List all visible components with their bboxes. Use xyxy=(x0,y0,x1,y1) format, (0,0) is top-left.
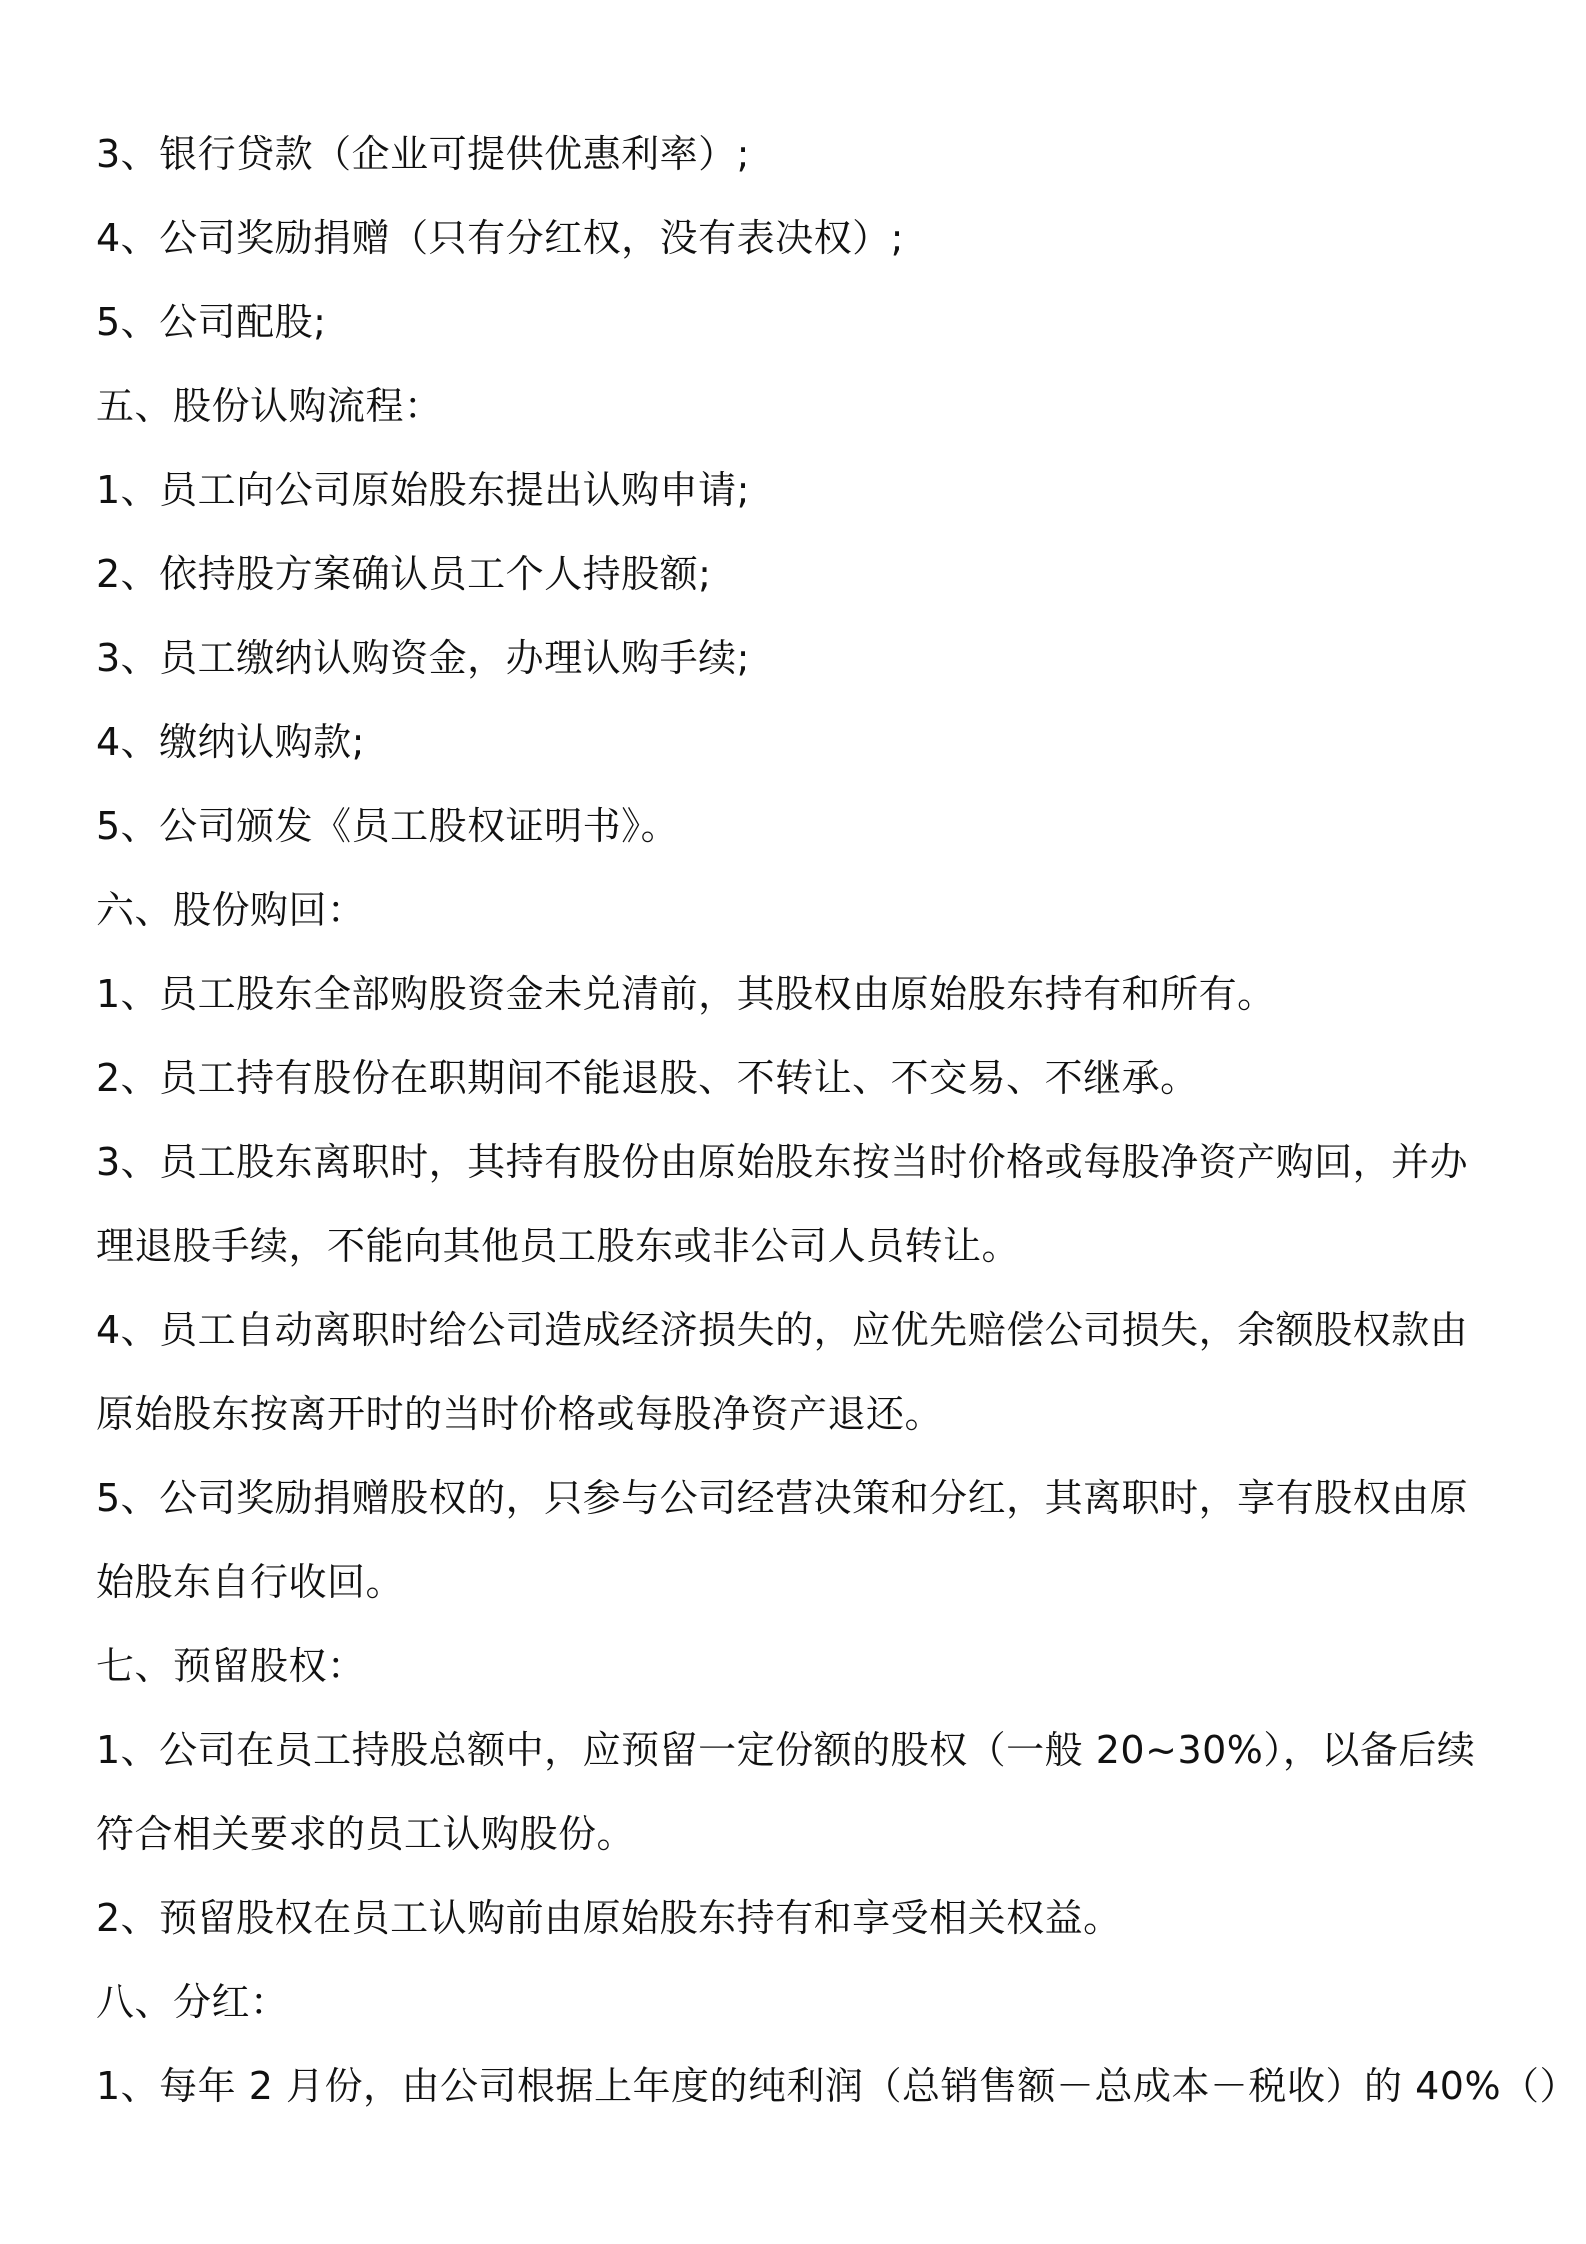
section-5-heading: 五、股份认购流程： xyxy=(96,384,443,428)
section-5-item-5: 5、公司颁发《员工股权证明书》。 xyxy=(96,804,680,848)
financing-item-4: 4、公司奖励捐赠（只有分红权，没有表决权）; xyxy=(96,216,904,260)
section-8-item-1: 1、每年 2 月份，由公司根据上年度的纯利润（总销售额－总成本－税收）的 40%（） xyxy=(96,2064,1579,2108)
section-6-item-5: 5、公司奖励捐赠股权的，只参与公司经营决策和分红，其离职时，享有股权由原始股东自行收回。 xyxy=(96,1476,1469,1604)
financing-item-5: 5、公司配股; xyxy=(96,300,327,344)
section-5-item-2: 2、依持股方案确认员工个人持股额; xyxy=(96,552,712,596)
section-7-item-2: 2、预留股权在员工认购前由原始股东持有和享受相关权益。 xyxy=(96,1896,1122,1940)
section-6-item-3: 3、员工股东离职时，其持有股份由原始股东按当时价格或每股净资产购回，并办理退股手续，不能向其他员工股东或非公司人员转让。 xyxy=(96,1140,1469,1268)
section-6-item-1: 1、员工股东全部购股资金未兑清前，其股权由原始股东持有和所有。 xyxy=(96,972,1276,1016)
section-7-heading: 七、预留股权： xyxy=(96,1644,366,1688)
section-8-heading: 八、分红： xyxy=(96,1980,289,2024)
section-6-heading: 六、股份购回： xyxy=(96,888,366,932)
section-6-item-4: 4、员工自动离职时给公司造成经济损失的，应优先赔偿公司损失，余额股权款由原始股东按离开时的当时价格或每股净资产退还。 xyxy=(96,1308,1469,1436)
section-7-item-1: 1、公司在员工持股总额中，应预留一定份额的股权（一般 20~30%），以备后续符合相关要求的员工认购股份。 xyxy=(96,1728,1476,1856)
document-body xyxy=(96,112,1579,2128)
financing-item-3: 3、银行贷款（企业可提供优惠利率）; xyxy=(96,132,750,176)
section-6-item-2: 2、员工持有股份在职期间不能退股、不转让、不交易、不继承。 xyxy=(96,1056,1199,1100)
section-5-item-4: 4、缴纳认购款; xyxy=(96,720,365,764)
section-5-item-1: 1、员工向公司原始股东提出认购申请; xyxy=(96,468,750,512)
section-5-item-3: 3、员工缴纳认购资金，办理认购手续; xyxy=(96,636,750,680)
